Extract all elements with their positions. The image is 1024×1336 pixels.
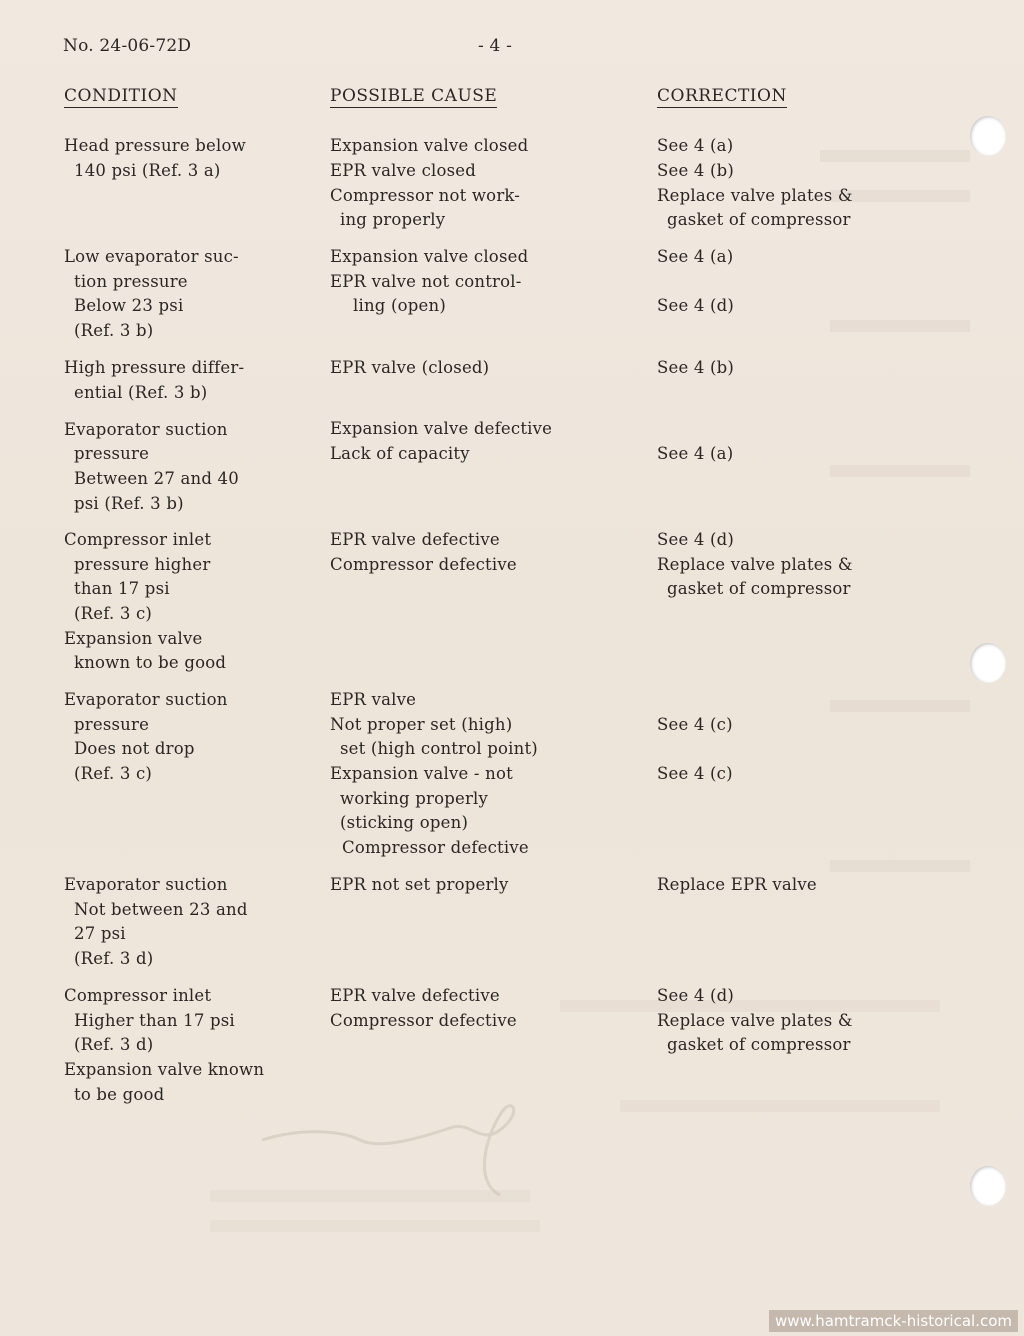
correction-line: Replace valve plates & [657, 186, 853, 205]
correction-line: See 4 (b) [657, 358, 735, 377]
cause-line: EPR valve defective [330, 530, 500, 549]
cause-line: EPR valve defective [330, 986, 500, 1005]
cause-line: Expansion valve defective [330, 419, 553, 438]
condition-line: pressure higher [74, 555, 211, 574]
correction-line: See 4 (a) [657, 247, 734, 266]
correction-line: See 4 (c) [657, 715, 733, 734]
cause-line: Compressor defective [330, 555, 517, 574]
correction-line: gasket of compressor [667, 210, 851, 229]
condition-line: (Ref. 3 b) [74, 321, 154, 340]
correction-line: gasket of compressor [667, 579, 851, 598]
condition-line: Not between 23 and [74, 900, 248, 919]
condition-line: known to be good [74, 653, 227, 672]
condition-line: (Ref. 3 c) [74, 604, 153, 623]
correction-line: See 4 (b) [657, 161, 735, 180]
correction-line: See 4 (a) [657, 136, 734, 155]
correction-line: See 4 (c) [657, 764, 733, 783]
column-heading-possible-cause: POSSIBLE CAUSE [330, 86, 498, 106]
cause-line: Not proper set (high) [330, 715, 513, 734]
condition-line: 27 psi [74, 924, 126, 943]
document-number: No. 24-06-72D [63, 36, 192, 56]
condition-line: (Ref. 3 d) [74, 1035, 154, 1054]
cause-line: EPR valve closed [330, 161, 477, 180]
cause-line: EPR valve not control- [330, 272, 522, 291]
correction-line: gasket of compressor [667, 1035, 851, 1054]
condition-line: Head pressure below [64, 136, 246, 155]
condition-line: to be good [74, 1085, 165, 1104]
punch-hole [970, 116, 1006, 156]
correction-line: Replace valve plates & [657, 1011, 853, 1030]
correction-line: See 4 (d) [657, 986, 735, 1005]
punch-hole [970, 643, 1006, 683]
cause-line: working properly [340, 789, 489, 808]
condition-line: ential (Ref. 3 b) [74, 383, 208, 402]
condition-line: Below 23 psi [74, 296, 184, 315]
condition-line: Between 27 and 40 [74, 469, 239, 488]
punch-hole [970, 1166, 1006, 1206]
site-watermark: www.hamtramck-historical.com [769, 1310, 1018, 1332]
condition-line: Expansion valve [64, 629, 203, 648]
column-heading-correction: CORRECTION [657, 86, 787, 106]
column-heading-condition: CONDITION [64, 86, 178, 106]
cause-line: Expansion valve closed [330, 136, 529, 155]
condition-line: psi (Ref. 3 b) [74, 494, 184, 513]
correction-line: Replace valve plates & [657, 555, 853, 574]
condition-line: (Ref. 3 c) [74, 764, 153, 783]
condition-line: 140 psi (Ref. 3 a) [74, 161, 221, 180]
condition-line: Evaporator suction [64, 690, 228, 709]
cause-line: Compressor not work- [330, 186, 521, 205]
condition-line: Does not drop [74, 739, 195, 758]
condition-line: pressure [74, 715, 150, 734]
correction-line: See 4 (d) [657, 296, 735, 315]
correction-line: Replace EPR valve [657, 875, 817, 894]
condition-line: than 17 psi [74, 579, 170, 598]
cause-line: ling (open) [353, 296, 446, 315]
cause-line: set (high control point) [340, 739, 538, 758]
cause-line: (sticking open) [340, 813, 469, 832]
cause-line: Compressor defective [342, 838, 529, 857]
page-number: - 4 - [478, 36, 513, 56]
cause-line: ing properly [340, 210, 446, 229]
cause-line: Expansion valve closed [330, 247, 529, 266]
cause-line: Expansion valve - not [330, 764, 513, 783]
condition-line: Higher than 17 psi [74, 1011, 235, 1030]
condition-line: Low evaporator suc- [64, 247, 239, 266]
condition-line: Compressor inlet [64, 530, 212, 549]
condition-line: Evaporator suction [64, 875, 228, 894]
correction-line: See 4 (d) [657, 530, 735, 549]
condition-line: Expansion valve known [64, 1060, 265, 1079]
condition-line: Compressor inlet [64, 986, 212, 1005]
cause-line: Lack of capacity [330, 444, 470, 463]
condition-line: Evaporator suction [64, 420, 228, 439]
condition-line: pressure [74, 444, 150, 463]
cause-line: EPR not set properly [330, 875, 509, 894]
cause-line: EPR valve (closed) [330, 358, 490, 377]
cause-line: EPR valve [330, 690, 417, 709]
cause-line: Compressor defective [330, 1011, 517, 1030]
condition-line: High pressure differ- [64, 358, 245, 377]
correction-line: See 4 (a) [657, 444, 734, 463]
condition-line: tion pressure [74, 272, 188, 291]
condition-line: (Ref. 3 d) [74, 949, 154, 968]
